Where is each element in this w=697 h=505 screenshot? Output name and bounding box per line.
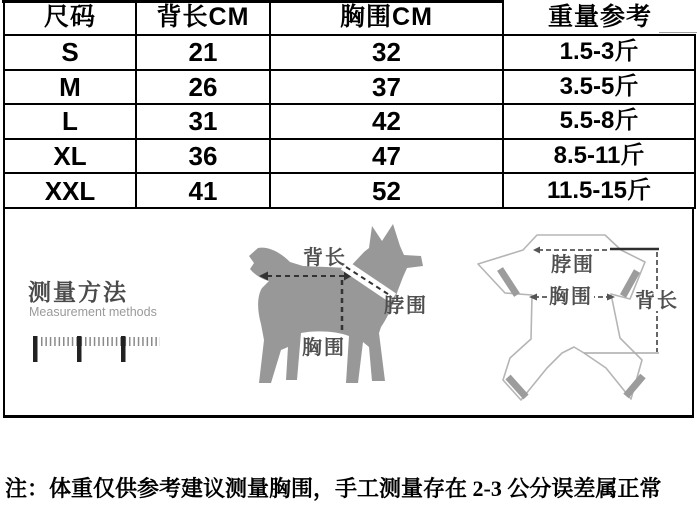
table-cell-size: S (5, 36, 137, 71)
dog-chest-girth-label: 胸围 (302, 337, 346, 359)
garment-chest-girth-label: 胸围 (549, 286, 593, 308)
table-cell-weight: 11.5-15斤 (504, 174, 696, 209)
screenshot-artifact-line (659, 32, 697, 33)
ruler-icon (33, 336, 160, 362)
header-cell-weight: 重量参考 (504, 0, 696, 36)
measurement-methods-title: 测量方法 (28, 279, 128, 305)
size-table (3, 0, 694, 209)
measurement-guide-panel (3, 209, 694, 418)
table-top-border (2, 0, 503, 3)
dog-neck-girth-label: 脖围 (384, 295, 428, 317)
garment-diagram (478, 235, 680, 400)
header-cell-size: 尺码 (5, 0, 137, 36)
garment-neck-girth-line (533, 247, 659, 254)
measurement-methods-subtitle: Measurement methods (29, 305, 157, 319)
garment-neck-girth-label: 脖围 (551, 254, 595, 276)
table-cell-chest: 42 (271, 105, 504, 140)
table-cell-chest: 52 (271, 174, 504, 209)
table-cell-back: 41 (137, 174, 271, 209)
table-cell-back: 36 (137, 140, 271, 175)
table-cell-size: L (5, 105, 137, 140)
table-cell-size: M (5, 71, 137, 106)
table-cell-weight: 3.5-5斤 (504, 71, 696, 106)
table-cell-weight: 1.5-3斤 (504, 36, 696, 71)
table-cell-chest: 32 (271, 36, 504, 71)
garment-back-length-label: 背长 (635, 290, 679, 312)
table-cell-back: 21 (137, 36, 271, 71)
table-cell-back: 26 (137, 71, 271, 106)
table-cell-size: XXL (5, 174, 137, 209)
table-cell-weight: 5.5-8斤 (504, 105, 696, 140)
note-text: 注：体重仅供参考建议测量胸围，手工测量存在 2-3 公分误差属正常 (5, 476, 662, 501)
table-cell-size: XL (5, 140, 137, 175)
table-cell-chest: 47 (271, 140, 504, 175)
dog-diagram (249, 224, 428, 383)
table-cell-weight: 8.5-11斤 (504, 140, 696, 175)
header-cell-back-length: 背长CM (137, 0, 271, 36)
table-cell-chest: 37 (271, 71, 504, 106)
table-cell-back: 31 (137, 105, 271, 140)
dog-back-length-label: 背长 (303, 247, 347, 269)
header-cell-chest: 胸围CM (271, 0, 504, 36)
